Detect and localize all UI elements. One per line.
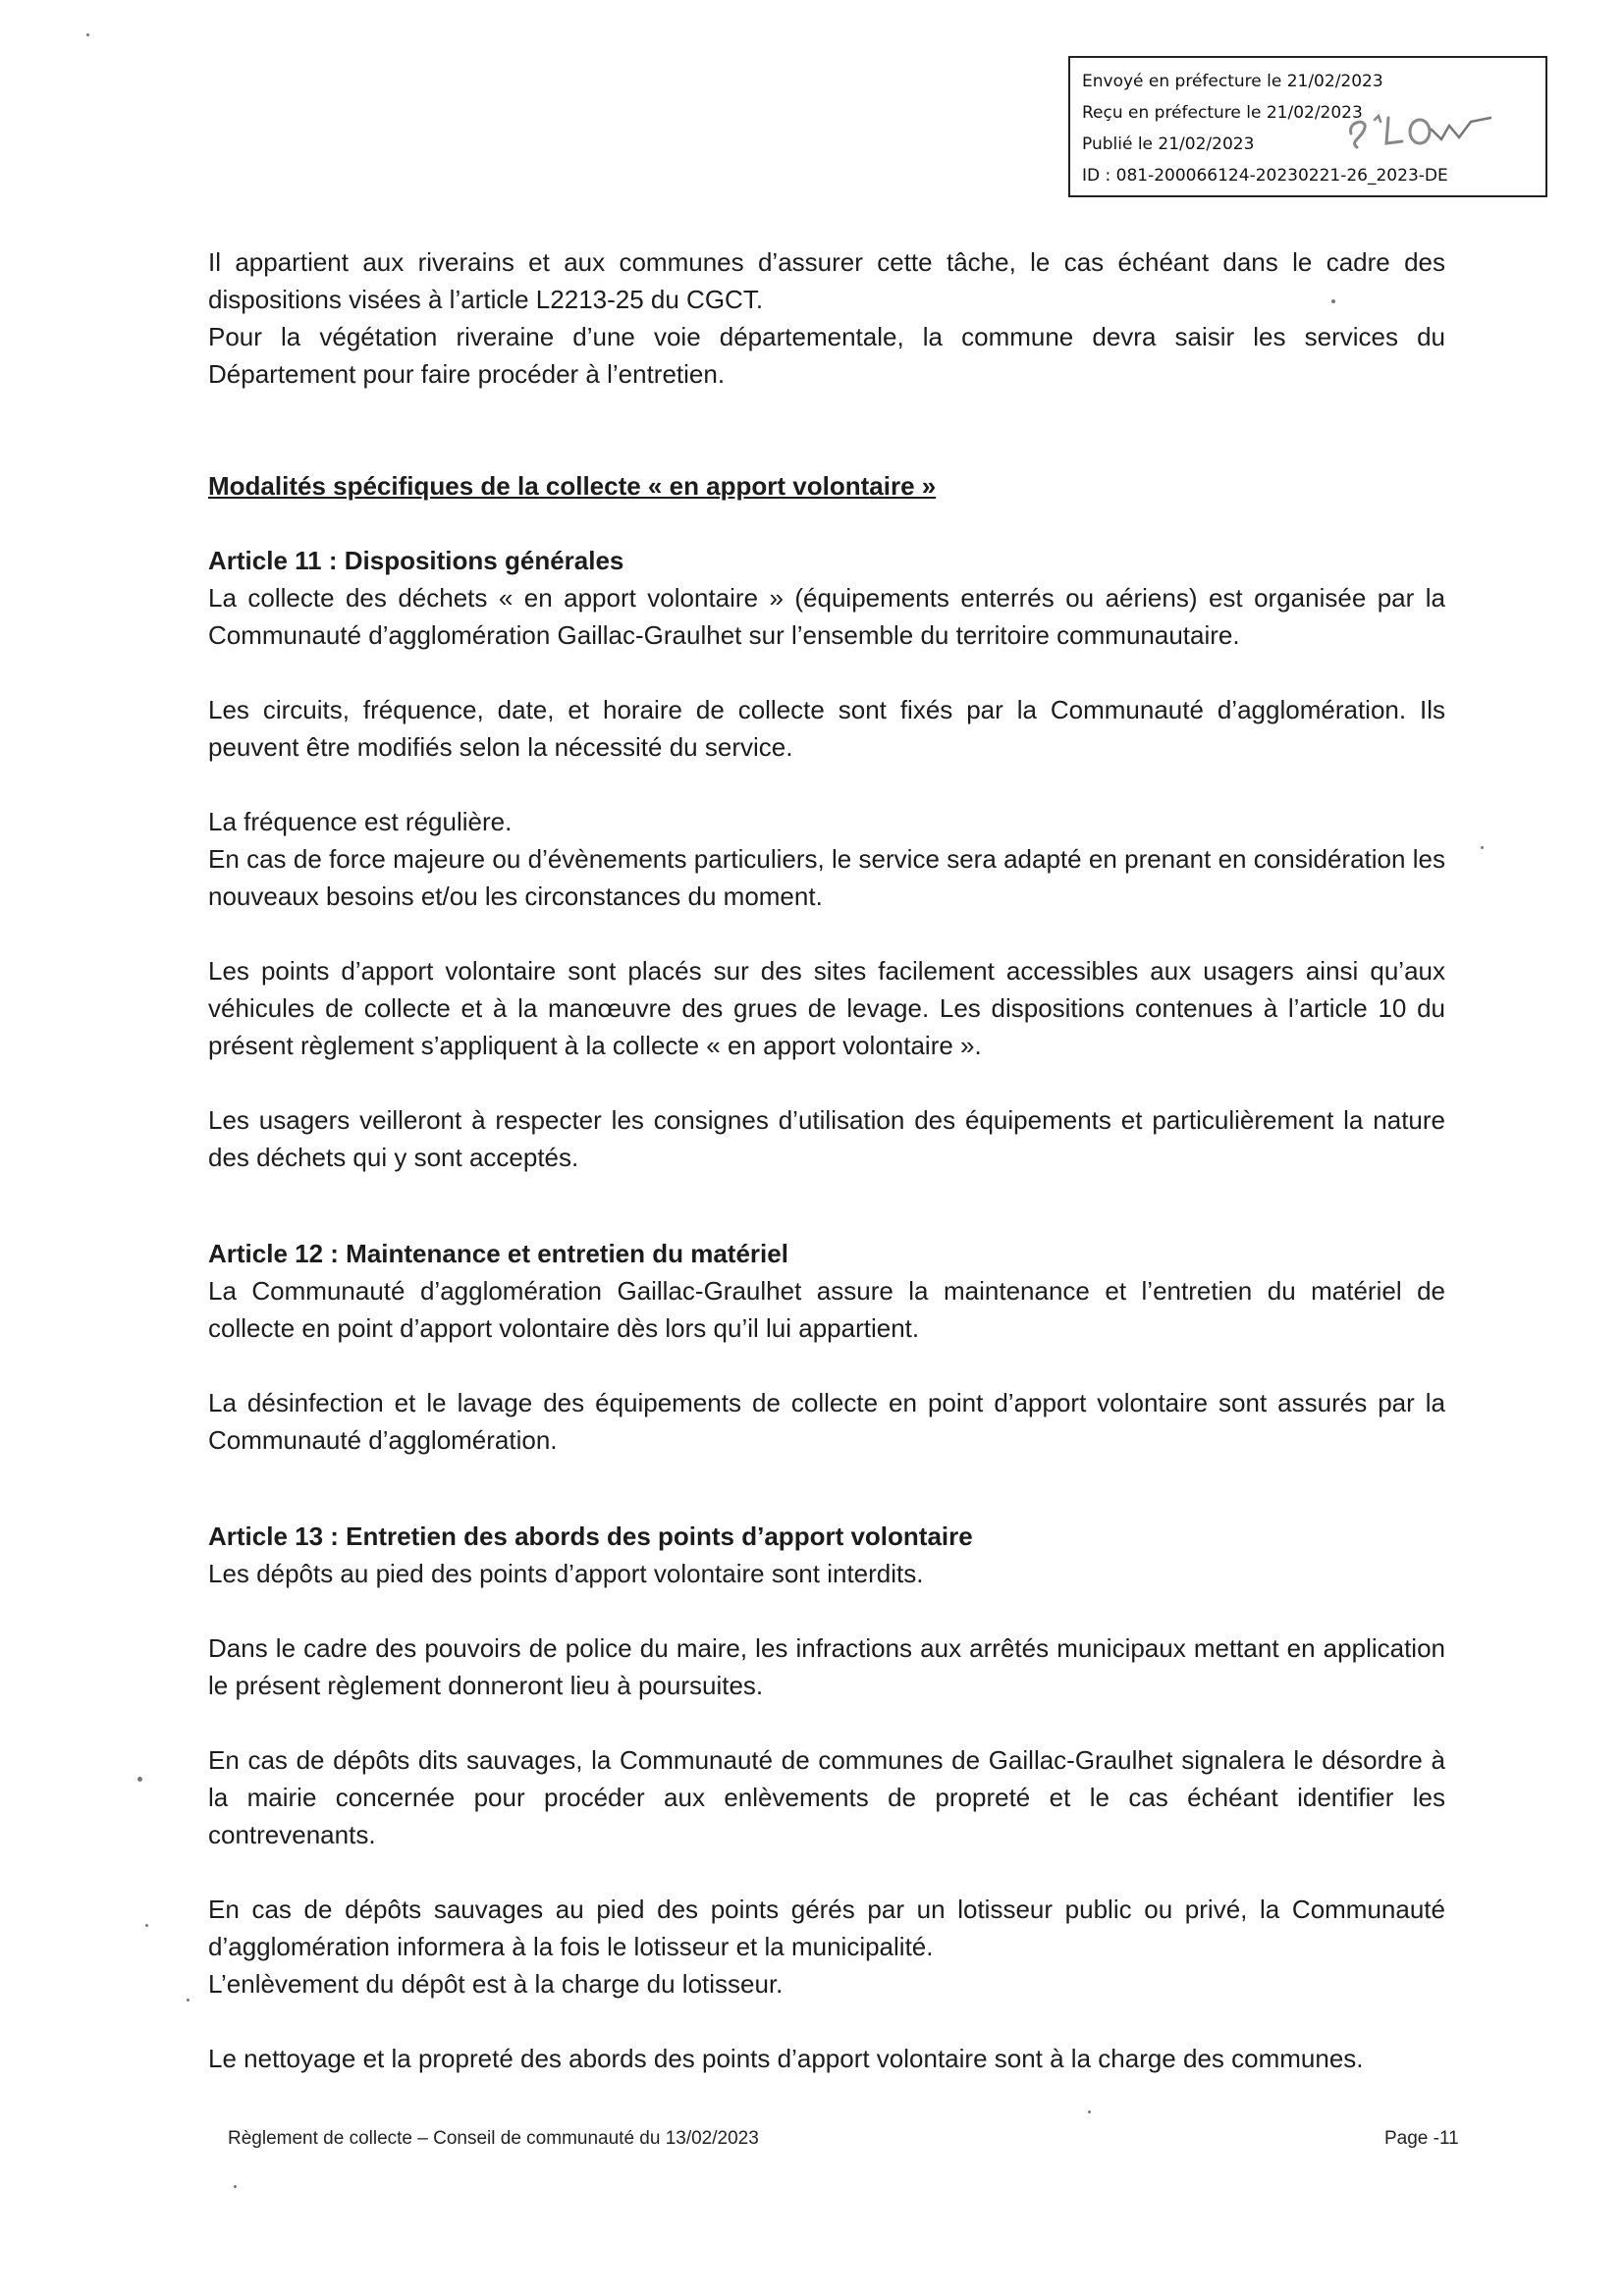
article-11-title: Article 11 : Dispositions générales [208, 546, 624, 575]
article-12-title: Article 12 : Maintenance et entretien du matériel [208, 1239, 788, 1268]
article-13-paragraph-6: Le nettoyage et la propreté des abords des points d’apport volontaire sont à la charge des communes. [208, 2044, 1364, 2073]
article-12-paragraph-2: La désinfection et le lavage des équipements de collecte en point d’apport volontaire sont assurés par la Communauté d’agglomération. [208, 1388, 1445, 1455]
scan-speck [1088, 2110, 1091, 2113]
intro-paragraph-1: Il appartient aux riverains et aux communes d’assurer cette tâche, le cas échéant dans le cadre des dispositions visées à l’article L2213-25 du CGCT. [208, 247, 1445, 314]
stamp-sent-line: Envoyé en préfecture le 21/02/2023 [1082, 72, 1383, 91]
article-11-paragraph-2: Les circuits, fréquence, date, et horaire de collecte sont fixés par la Communauté d’agglomération. Ils peuvent être modifiés selon la nécessité du service. [208, 695, 1445, 762]
article-12-paragraph-1: La Communauté d’agglomération Gaillac-Graulhet assure la maintenance et l’entretien du matériel de collecte en point d’apport volontaire dès lors qu’il lui appartient. [208, 1276, 1445, 1343]
article-11-paragraph-1: La collecte des déchets « en apport volontaire » (équipements enterrés ou aériens) est organisée par la Communauté d’agglomération Gaillac-Graulhet sur l’ensemble du territoire communautaire. [208, 583, 1445, 650]
article-13-paragraph-5: L’enlèvement du dépôt est à la charge du lotisseur. [208, 1969, 784, 1999]
scan-speck [1331, 299, 1335, 303]
document-body [208, 243, 1445, 2077]
intro-paragraph-2: Pour la végétation riveraine d’une voie départementale, la commune devra saisir les services du Département pour faire procéder à l’entretien. [208, 322, 1445, 389]
article-13-paragraph-2: Dans le cadre des pouvoirs de police du maire, les infractions aux arrêtés municipaux mettant en application le présent règlement donneront lieu à poursuites. [208, 1633, 1445, 1700]
article-11-paragraph-5: Les points d’apport volontaire sont placés sur des sites facilement accessibles aux usagers ainsi qu’aux véhicules de collecte et à la manœuvre des grues de levage. Les dispositions contenues à l’article 10 du présent règlement s’appliquent à la collecte « en apport volontaire ». [208, 956, 1445, 1060]
stamp-signature-logo [1343, 104, 1500, 153]
article-11-paragraph-3: La fréquence est régulière. [208, 807, 513, 836]
article-11-paragraph-6: Les usagers veilleront à respecter les consignes d’utilisation des équipements et particulièrement la nature des déchets qui y sont acceptés. [208, 1105, 1445, 1172]
section-title: Modalités spécifiques de la collecte « en apport volontaire » [208, 471, 937, 501]
scan-speck [234, 2185, 237, 2188]
scan-speck [86, 33, 89, 36]
article-11-paragraph-4: En cas de force majeure ou d’évènements particuliers, le service sera adapté en prenant en considération les nouveaux besoins et/ou les circonstances du moment. [208, 844, 1445, 911]
article-13-paragraph-4: En cas de dépôts sauvages au pied des points gérés par un lotisseur public ou privé, la Communauté d’agglomération informera à la fois le lotisseur et la municipalité. [208, 1895, 1445, 1961]
stamp-received-line: Reçu en préfecture le 21/02/2023 [1082, 103, 1363, 123]
footer-document-title: Règlement de collecte – Conseil de communauté du 13/02/2023 [228, 2128, 759, 2149]
scan-speck [137, 1777, 142, 1782]
stamp-published-line: Publié le 21/02/2023 [1082, 134, 1255, 154]
article-13-paragraph-1: Les dépôts au pied des points d’apport volontaire sont interdits. [208, 1559, 924, 1588]
scan-speck [1481, 846, 1484, 849]
scan-speck [187, 1999, 189, 2002]
footer-page-number: Page -11 [1384, 2128, 1459, 2149]
article-13-title: Article 13 : Entretien des abords des points d’apport volontaire [208, 1522, 973, 1551]
scan-speck [145, 1924, 148, 1927]
article-13-paragraph-3: En cas de dépôts dits sauvages, la Communauté de communes de Gaillac-Graulhet signalera le désordre à la mairie concernée pour procéder aux enlèvements de propreté et le cas échéant identifier les contrevenants. [208, 1745, 1445, 1849]
stamp-id-line: ID : 081-200066124-20230221-26_2023-DE [1082, 166, 1448, 186]
